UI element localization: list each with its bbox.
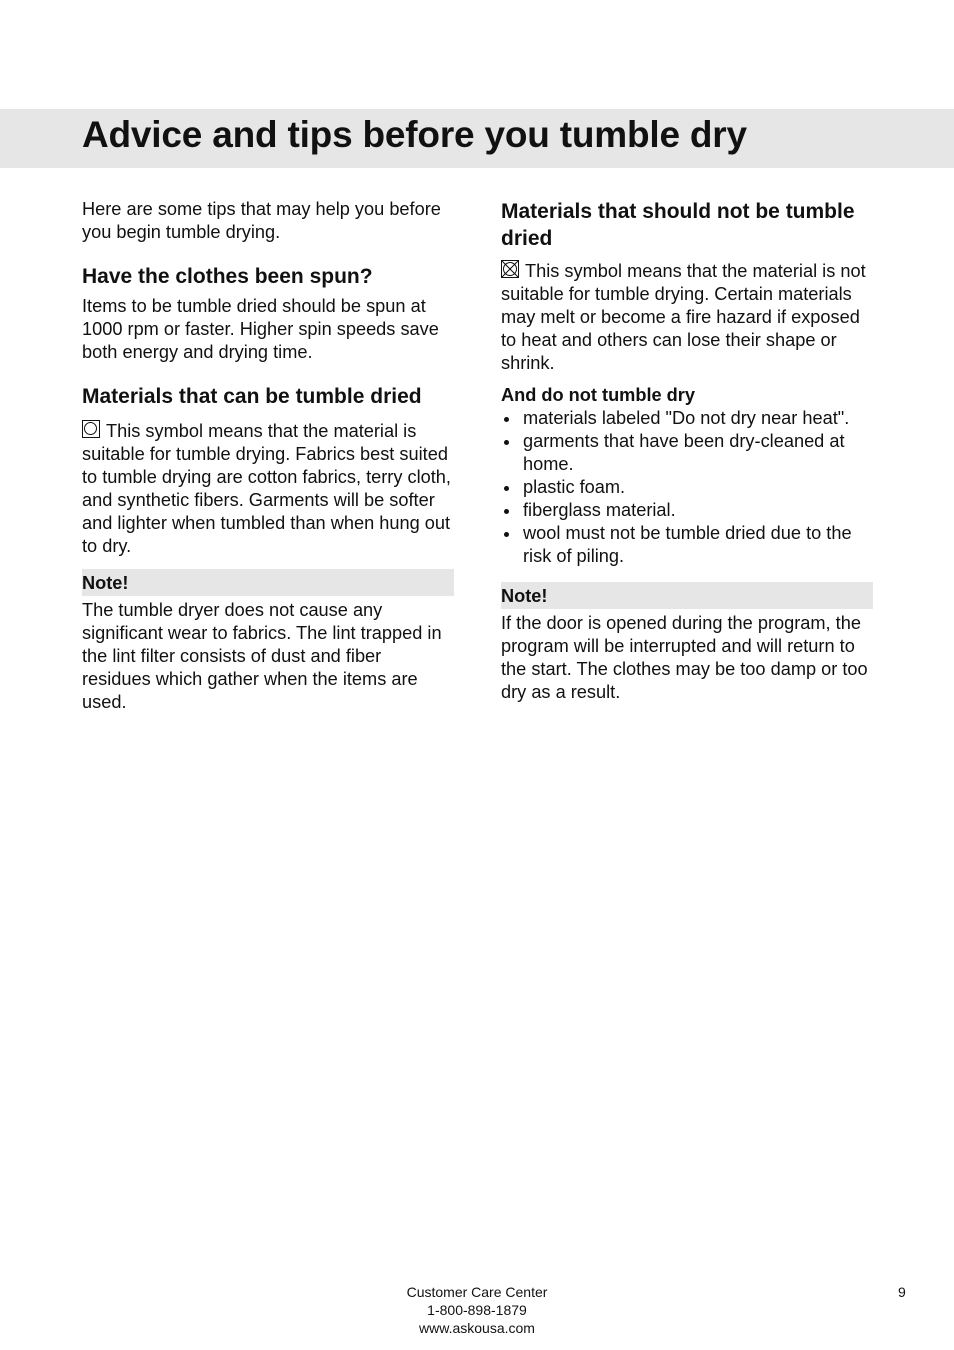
tumble-dry-allowed-icon [82,420,100,438]
spun-paragraph: Items to be tumble dried should be spun at 1000 rpm or faster. Higher spin speeds save both energy and drying time. [82,296,439,362]
right-note-text: If the door is opened during the program, the program will be interrupted and will return to the start. The clothes may be too damp or too dry as a result. [501,613,868,702]
can-dry-heading: Materials that can be tumble dried [82,385,422,408]
footer-phone: 1-800-898-1879 [427,1302,527,1318]
page-title: Advice and tips before you tumble dry [82,114,747,155]
footer-website: www.askousa.com [419,1320,535,1336]
not-dry-paragraph [501,260,873,375]
list-item: fiberglass material. [501,499,873,522]
page-number: 9 [898,1284,906,1300]
do-not-tumble-dry-icon [501,260,519,278]
not-dry-heading: Materials that should not be tumble dried [501,200,855,250]
right-column [501,198,873,704]
list-item: materials labeled "Do not dry near heat". [501,407,873,430]
intro-paragraph: Here are some tips that may help you before you begin tumble drying. [82,199,441,242]
spun-heading: Have the clothes been spun? [82,265,373,288]
list-item: wool must not be tumble dried due to the risk of piling. [501,522,873,568]
can-dry-paragraph [82,420,454,558]
do-not-dry-list [501,407,873,568]
list-item: plastic foam. [501,476,873,499]
can-dry-text: This symbol means that the material is suitable for tumble drying. Fabrics best suited to tumble drying are cotton fabrics, terry cloth, and synthetic fibers. Garments will be softer and lighter when tumbled than when hung out to dry. [82,421,451,556]
not-dry-text: This symbol means that the material is not suitable for tumble drying. Certain materials may melt or become a fire hazard if exposed to heat and others can lose their shape or shrink. [501,261,866,373]
right-note-label: Note! [501,582,873,609]
left-note-text: The tumble dryer does not cause any significant wear to fabrics. The lint trapped in the lint filter consists of dust and fiber residues which gather when the items are used. [82,600,442,712]
list-item: garments that have been dry-cleaned at home. [501,430,873,476]
footer-customer-care: Customer Care Center [406,1284,548,1300]
do-not-dry-list-heading: And do not tumble dry [501,385,695,405]
left-note-label: Note! [82,569,454,596]
footer [0,1283,954,1337]
left-column [82,198,454,714]
